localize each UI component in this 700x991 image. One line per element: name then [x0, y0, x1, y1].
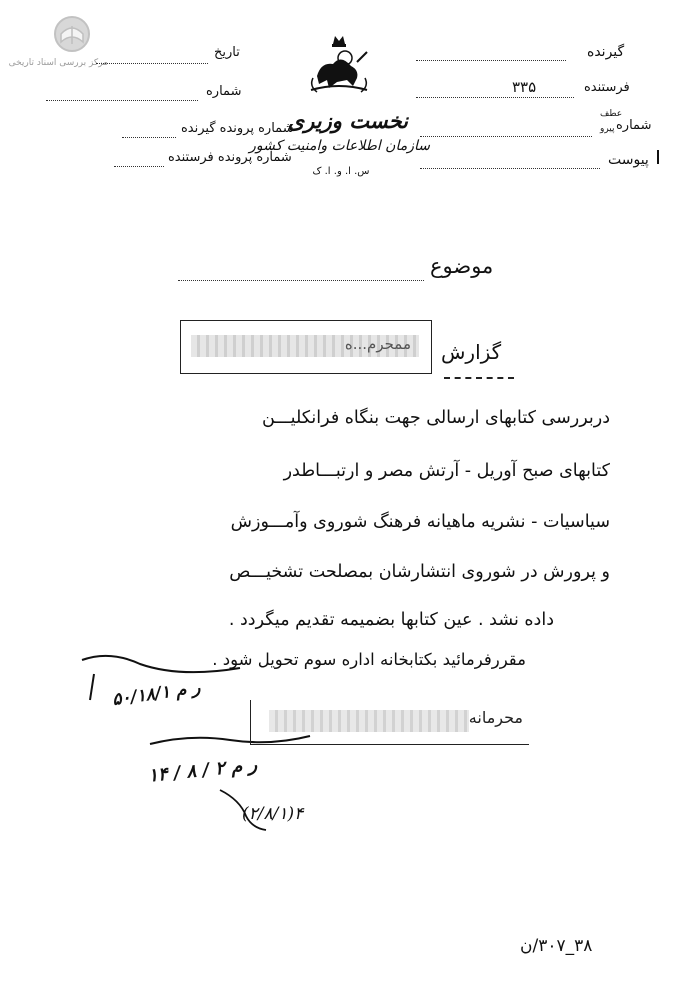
- body-line: کتابهای صبح آوریل - آرتش مصر و ارتبـــاطدر: [283, 461, 610, 481]
- body-line: مقررفرمائید بکتابخانه اداره سوم تحویل شود .: [212, 650, 526, 669]
- handwritten-date-1: ۵۰/۱۸/۱ ر م: [111, 677, 202, 711]
- field-date: تاریخ: [214, 45, 240, 60]
- lion-and-sun-emblem-icon: [307, 32, 371, 98]
- subject-label: موضوع: [430, 254, 494, 278]
- archive-logo-icon: [52, 14, 92, 54]
- field-attachment: پیوست: [608, 152, 649, 168]
- date-line: [96, 63, 208, 64]
- reference-note-top: عطف: [600, 109, 623, 119]
- second-stamp: [250, 700, 529, 745]
- reference-note-bottom: پیرو: [600, 124, 615, 134]
- subject-line: [178, 280, 424, 281]
- field-number: شماره: [206, 84, 242, 99]
- sender-line: [416, 97, 574, 98]
- body-line: دربررسی کتابهای ارسالی جهت بنگاه فرانکلیـــن: [261, 408, 610, 428]
- second-stamp-redacted-area: [269, 710, 469, 732]
- report-label: گزارش: [441, 340, 502, 364]
- stamp-text: ممحرم...ه: [344, 335, 411, 353]
- letterhead-abbreviation: س. ا. و. ا. ک: [312, 166, 370, 177]
- watermark-text: مرکز بررسی اسناد تاریخی: [8, 58, 108, 68]
- body-line: داده نشد . عین کتابها بضمیمه تقدیم میگردد .: [228, 610, 554, 630]
- sender-value: ۳۳۵: [512, 78, 537, 96]
- body-line: سیاسیات - نشریه ماهیانه فرهنگ شوروی وآمـــوزش: [230, 512, 610, 532]
- handwritten-date-2: ۱۴ / ۸ / ۲ ر م: [147, 754, 259, 787]
- report-underline: [444, 374, 514, 379]
- field-sender: فرستنده: [584, 80, 630, 95]
- classification-stamp: [180, 320, 432, 374]
- letterhead-organization: سازمان اطلاعات وامنیت کشور: [249, 138, 430, 154]
- recipient-line: [416, 60, 566, 61]
- attachment-line: [420, 168, 600, 169]
- second-stamp-text: محرمانه: [468, 708, 523, 727]
- margin-tick: [657, 150, 659, 164]
- field-reference-number: شماره: [616, 118, 652, 133]
- number-line: [46, 100, 198, 101]
- field-recipient: گیرنده: [587, 44, 625, 60]
- document-code: ۳۸_۳۰۷/ن: [520, 936, 593, 956]
- body-line: و پرورش در شوروی انتشارشان بمصلحت تشخیـــص: [229, 562, 610, 582]
- letterhead-title: نخست وزیری: [287, 108, 408, 133]
- watermark: [8, 14, 108, 76]
- reference-line: [420, 136, 592, 137]
- field-recipient-file-number: شماره پرونده گیرنده: [181, 121, 294, 136]
- sender-file-line: [114, 166, 164, 167]
- handwritten-date-3: (۲/۸/۱)۴: [242, 804, 304, 824]
- field-sender-file-number: شماره پرونده فرستنده: [168, 150, 292, 165]
- recipient-file-line: [122, 137, 176, 138]
